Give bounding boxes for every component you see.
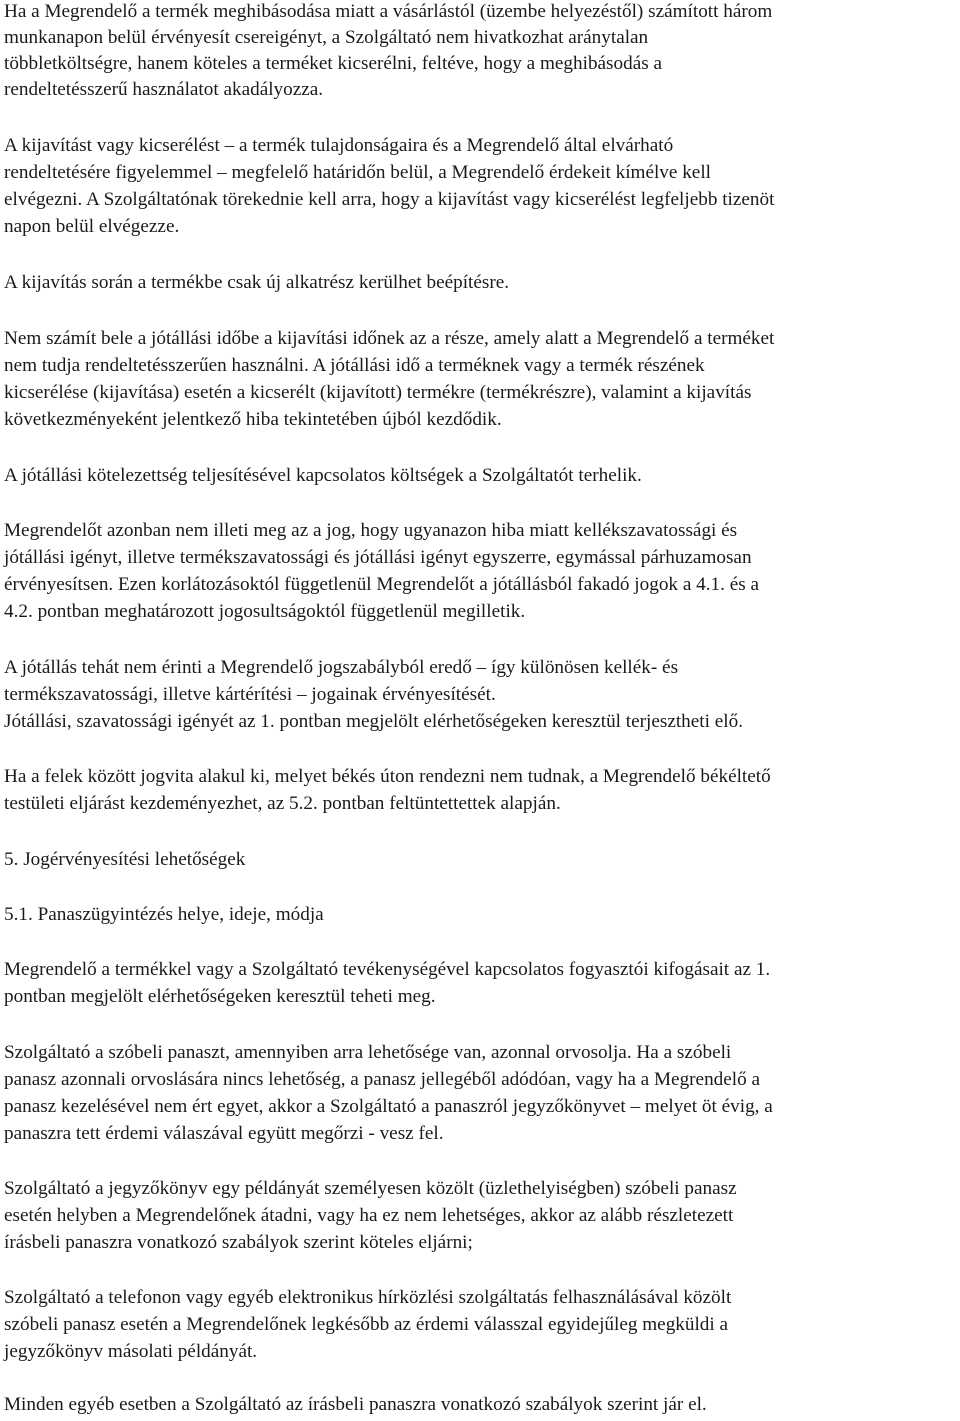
text-line: szóbeli panasz esetén a Megrendelőnek legkésőbb az érdemi válasszal egyidejűleg megküldi a — [4, 1314, 729, 1335]
text-line: 4.2. pontban meghatározott jogosultságoktól függetlenül megilletik. — [4, 601, 526, 622]
text-line: elvégezni. A Szolgáltatónak törekednie kell arra, hogy a kijavítást vagy kicserélést legfeljebb tizenöt — [4, 189, 775, 210]
text-line: rendeltetésére figyelemmel – megfelelő határidőn belül, a Megrendelő érdekeit kímélve kell — [4, 162, 711, 183]
text-line: következményeként jelentkező hiba tekintetében újból kezdődik. — [4, 409, 502, 430]
text-line: pontban megjelölt elérhetőségeken keresztül teheti meg. — [4, 986, 436, 1007]
text-line: esetén helyben a Megrendelőnek átadni, vagy ha ez nem lehetséges, akkor az alább részletezett — [4, 1205, 734, 1226]
text-line: Jótállási, szavatossági igényét az 1. pontban megjelölt elérhetőségeken keresztül terjesztheti elő. — [4, 711, 743, 732]
text-line: testületi eljárást kezdeményezhet, az 5.2. pontban feltüntettettek alapján. — [4, 793, 561, 814]
text-line: írásbeli panaszra vonatkozó szabályok szerint köteles eljárni; — [4, 1232, 473, 1253]
text-line: A jótállási kötelezettség teljesítésével kapcsolatos költségek a Szolgáltatót terhelik. — [4, 465, 642, 486]
text-line: Megrendelő a termékkel vagy a Szolgáltató tevékenységével kapcsolatos fogyasztói kifogásait az 1. — [4, 959, 771, 980]
text-line: kicserélése (kijavítása) esetén a kicserélt (kijavított) termékre (termékrészre), valamint a kijavítás — [4, 382, 752, 403]
text-line: Ha a Megrendelő a termék meghibásodása miatt a vásárlástól (üzembe helyezéstől) számított három — [4, 1, 773, 22]
text-line: Szolgáltató a jegyzőkönyv egy példányát személyesen közölt (üzlethelyiségben) szóbeli panasz — [4, 1178, 737, 1199]
text-line: Megrendelőt azonban nem illeti meg az a jog, hogy ugyanazon hiba miatt kellékszavatossági és — [4, 520, 738, 541]
text-line: jótállási igényt, illetve termékszavatossági és jótállási igényt egyszerre, egymással párhuzamosan — [4, 547, 752, 568]
text-line: A kijavítás során a termékbe csak új alkatrész kerülhet beépítésre. — [4, 272, 510, 293]
text-line: nem tudja rendeltetésszerűen használni. A jótállási idő a terméknek vagy a termék részének — [4, 355, 705, 376]
text-line: Minden egyéb esetben a Szolgáltató az írásbeli panaszra vonatkozó szabályok szerint jár el. — [4, 1394, 707, 1415]
text-line: rendeltetésszerű használatot akadályozza. — [4, 79, 324, 100]
text-line: panaszra tett érdemi válaszával együtt megőrzi - vesz fel. — [4, 1123, 444, 1144]
text-line: panasz azonnali orvoslására nincs lehetőség, a panasz jellegéből adódóan, vagy ha a Megrendelő a — [4, 1069, 761, 1090]
text-line: Szolgáltató a szóbeli panaszt, amennyiben arra lehetősége van, azonnal orvosolja. Ha a szóbeli — [4, 1042, 732, 1063]
text-line: A kijavítást vagy kicserélést – a termék tulajdonságaira és a Megrendelő által elvárható — [4, 135, 674, 156]
text-line: A jótállás tehát nem érinti a Megrendelő jogszabályból eredő – így különösen kellék- és — [4, 657, 679, 678]
text-line: Nem számít bele a jótállási időbe a kijavítási időnek az a része, amely alatt a Megrendelő a terméket — [4, 328, 775, 349]
text-line: jegyzőkönyv másolati példányát. — [4, 1341, 258, 1362]
text-line: Szolgáltató a telefonon vagy egyéb elektronikus hírközlési szolgáltatás felhasználásával közölt — [4, 1287, 732, 1308]
text-line: érvényesítsen. Ezen korlátozásoktól függetlenül Megrendelőt a jótállásból fakadó jogok a 4.1. és a — [4, 574, 760, 595]
text-line: termékszavatossági, illetve kártérítési – jogainak érvényesítését. — [4, 684, 496, 705]
text-line: panasz kezelésével nem ért egyet, akkor a Szolgáltató a panaszról jegyzőkönyvet – melyet öt évig, a — [4, 1096, 773, 1117]
text-line: napon belül elvégezze. — [4, 216, 180, 237]
text-line: Ha a felek között jogvita alakul ki, melyet békés úton rendezni nem tudnak, a Megrendelő békéltető — [4, 766, 771, 787]
text-line: munkanapon belül érvényesít csereigényt, a Szolgáltató nem hivatkozhat aránytalan — [4, 27, 649, 48]
section-heading: 5. Jogérvényesítési lehetőségek — [4, 849, 246, 870]
text-line: többletköltségre, hanem köteles a terméket kicserélni, feltéve, hogy a meghibásodás a — [4, 53, 663, 74]
subsection-heading: 5.1. Panaszügyintézés helye, ideje, módja — [4, 904, 324, 925]
